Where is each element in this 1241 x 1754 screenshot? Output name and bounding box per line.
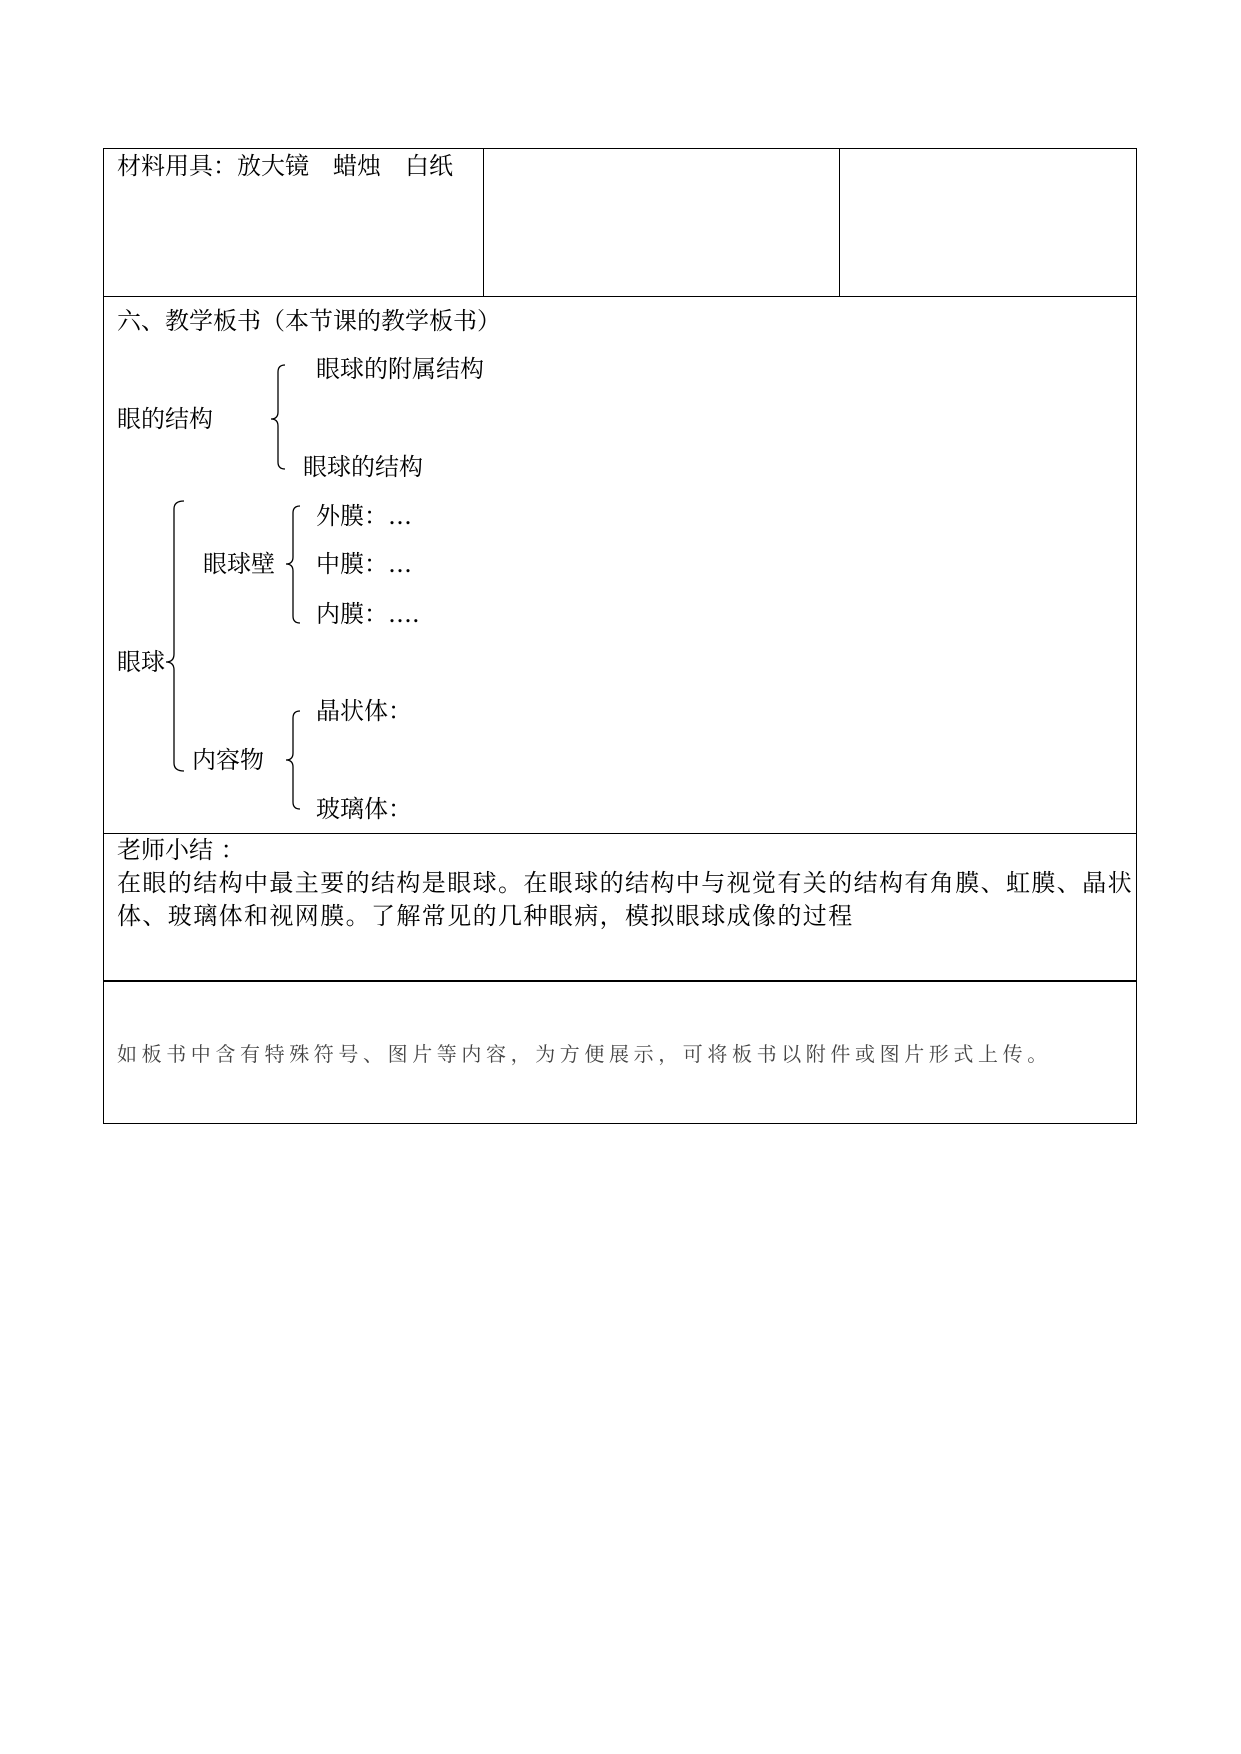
eye-structure-label: 眼的结构: [117, 405, 213, 433]
empty-cell: [840, 149, 1136, 296]
brace-eyeball: [166, 501, 184, 771]
upload-note-row: [104, 980, 1136, 1123]
materials-row: [104, 149, 1136, 296]
eye-structure-child: 眼球的附属结构: [316, 355, 484, 383]
summary-line: 在眼的结构中最主要的结构是眼球。在眼球的结构中与视觉有关的结构有角膜、虹膜、晶状: [117, 869, 1133, 897]
lesson-plan-table: [103, 148, 1137, 1124]
eyeball-wall-item: 内膜：….: [316, 600, 420, 628]
brace-eye-structure: [271, 365, 285, 469]
summary-line: 体、玻璃体和视网膜。了解常见的几种眼病，模拟眼球成像的过程: [117, 902, 854, 930]
eyeball-wall-item: 外膜：…: [316, 502, 412, 530]
blackboard-heading: 六、教学板书（本节课的教学板书）: [117, 307, 501, 335]
materials-cell: [104, 149, 484, 296]
empty-cell: [484, 149, 840, 296]
brace-eyeball-wall: [286, 506, 300, 623]
eyeball-contents-item: 玻璃体：: [316, 795, 412, 823]
materials-text: 材料用具：放大镜 蜡烛 白纸: [117, 152, 453, 180]
eye-structure-child: 眼球的结构: [303, 453, 423, 481]
eyeball-contents-label: 内容物: [192, 746, 264, 774]
eyeball-label: 眼球: [117, 648, 165, 676]
brace-diagram: [104, 297, 1136, 834]
eyeball-wall-label: 眼球壁: [203, 550, 275, 578]
summary-title: 老师小结 ：: [117, 836, 245, 864]
eyeball-contents-item: 晶状体：: [316, 697, 412, 725]
blackboard-row: [104, 296, 1136, 833]
eyeball-wall-item: 中膜：…: [316, 550, 412, 578]
upload-note-text: 如板书中含有特殊符号、图片等内容，为方便展示，可将板书以附件或图片形式上传。: [117, 1042, 1052, 1066]
brace-eyeball-contents: [286, 711, 300, 809]
summary-row: [104, 833, 1136, 980]
